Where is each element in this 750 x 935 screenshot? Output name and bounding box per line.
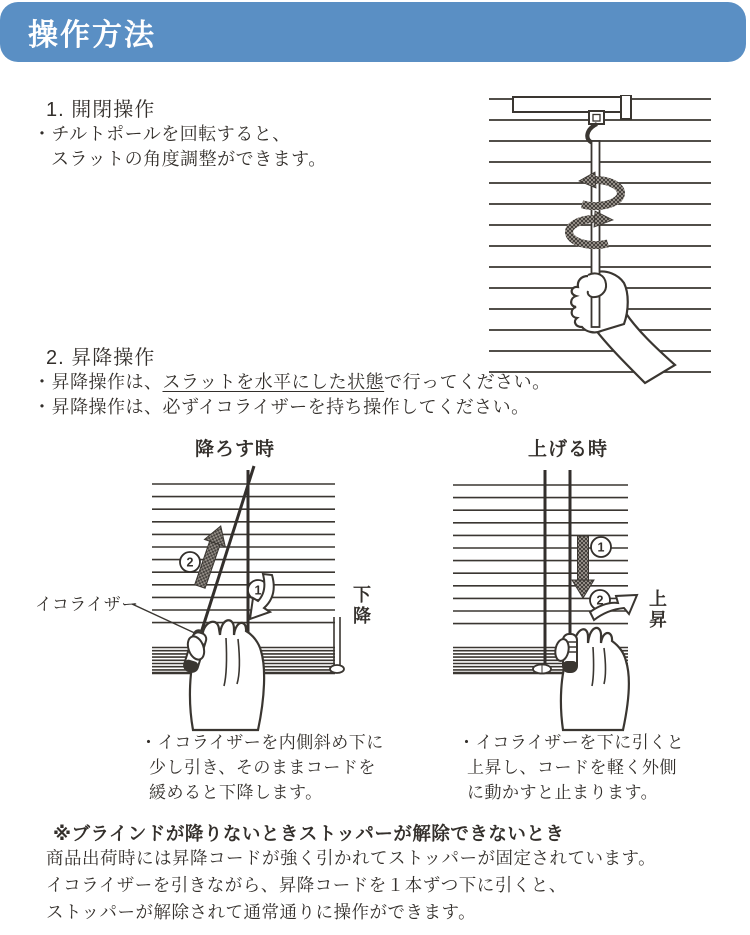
raising-caption-line3: に動かすと止まります。 (467, 783, 659, 802)
svg-text:1: 1 (597, 540, 605, 555)
equalizer-label: イコライザー (35, 595, 139, 614)
lowering-caption (140, 730, 384, 805)
lowering-caption-line2: 少し引き、そのままコードを (149, 758, 376, 777)
raising-caption (458, 730, 684, 805)
bullet1-post: で行ってください。 (384, 372, 551, 392)
note-line2: イコライザーを引きながら、昇降コードを１本ずつ下に引くと、 (46, 875, 567, 895)
raising-caption-line2: 上昇し、コードを軽く外側 (467, 758, 677, 777)
bullet1-underlined: スラットを水平にした状態 (162, 372, 385, 392)
step-2-badge (180, 552, 200, 572)
raising-figure (420, 462, 720, 738)
bullet1-pre: ・昇降操作は、 (33, 372, 163, 392)
ascend-label: 上昇 (647, 589, 667, 631)
page-title: 操作方法 (28, 19, 156, 52)
section2-heading: 2. 昇降操作 (46, 347, 156, 369)
figure-lower-title: 降ろす時 (195, 439, 276, 460)
svg-text:2: 2 (186, 555, 194, 570)
note-heading: ※ブラインドが降りないときストッパーが解除できないとき (53, 823, 565, 844)
section2-bullet1 (33, 368, 551, 394)
lowering-caption-line1: ・イコライザーを内側斜め下に (140, 733, 384, 752)
tilt-pole-figure (485, 95, 720, 385)
thumb (588, 273, 606, 297)
section2-bullet2: ・昇降操作は、必ずイコライザーを持ち操作してください。 (33, 397, 530, 417)
page-header (0, 2, 746, 62)
lowering-caption-line3: 緩めると下降します。 (149, 783, 323, 802)
cord-tassel (533, 665, 551, 674)
ladder-cord (330, 617, 344, 673)
section1-heading: 1. 開閉操作 (46, 99, 156, 121)
raising-caption-line1: ・イコライザーを下に引くと (458, 733, 685, 752)
headrail (513, 95, 631, 119)
svg-text:2: 2 (596, 593, 604, 608)
step-1-badge (591, 537, 611, 557)
note-line1: 商品出荷時には昇降コードが強く引かれてストッパーが固定されています。 (46, 848, 657, 868)
blind-slats (152, 484, 335, 623)
figure-raise-title: 上げる時 (528, 439, 609, 460)
descend-label: 下降 (351, 585, 371, 627)
equalizer-leader-line (132, 604, 199, 635)
note-line3: ストッパーが解除されて通常通りに操作ができます。 (46, 902, 477, 922)
svg-text:1: 1 (254, 583, 262, 598)
tilt-pole (592, 141, 600, 327)
section1-bullet-line1: ・チルトポールを回転すると、 (33, 124, 291, 144)
section1-bullet-line2: スラットの角度調整ができます。 (51, 149, 327, 169)
